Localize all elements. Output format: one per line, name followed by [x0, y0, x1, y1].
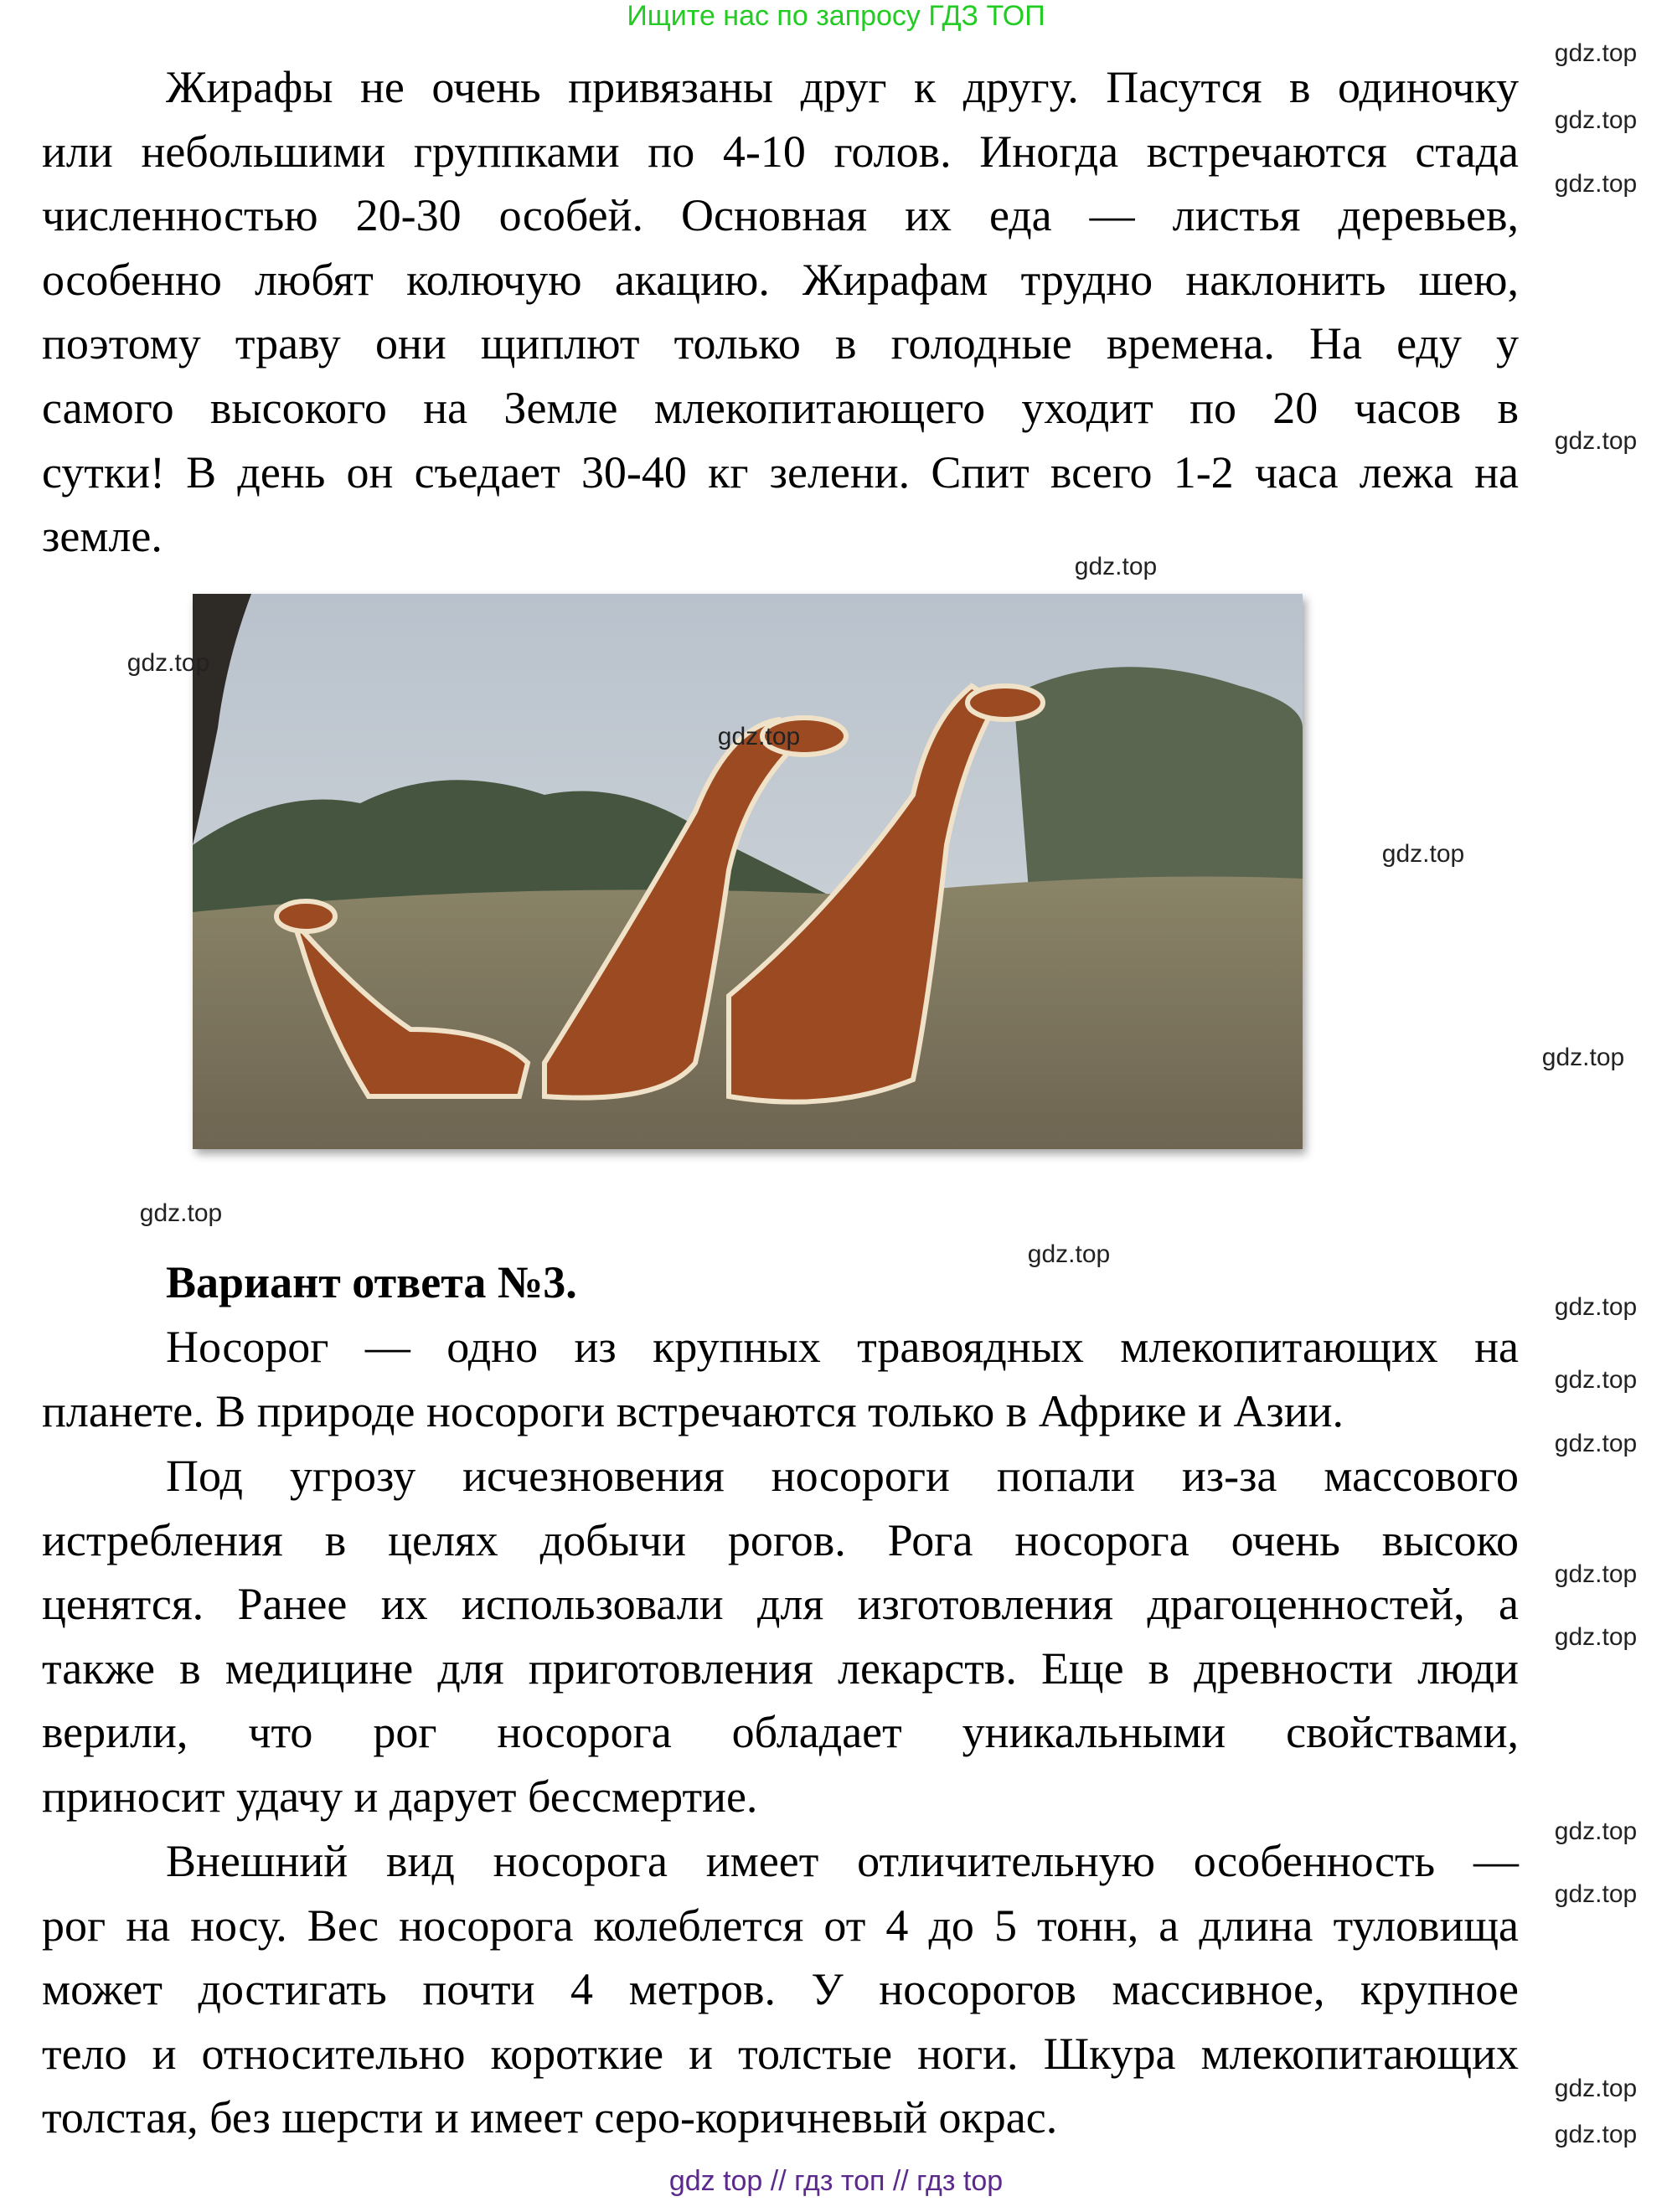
watermark: gdz.top [1554, 106, 1638, 134]
watermark: gdz.top [1554, 2121, 1638, 2148]
watermark: gdz.top [1554, 2075, 1638, 2102]
watermark: gdz.top [1554, 170, 1638, 198]
text-line: Носорог — одно из крупных травоядных млекопитающих на [166, 1322, 1519, 1372]
answer-heading: Вариант ответа №3. [166, 1257, 577, 1307]
giraffes-illustration [193, 594, 1303, 1149]
text-line: рог на носу. Вес носорога колеблется от 4 до 5 тонн, а длина туловища [42, 1900, 1519, 1951]
text-line: Жирафы не очень привязаны друг к другу. Пасутся в одиночку [166, 62, 1519, 112]
watermark: gdz.top [1554, 1623, 1638, 1651]
text-line: истребления в целях добычи рогов. Рога носорога очень высоко [42, 1514, 1519, 1565]
text-line: ценятся. Ранее их использовали для изготовления драгоценностей, а [42, 1579, 1519, 1630]
text-line: планете. В природе носороги встречаются только в Африке и Азии. [42, 1385, 1344, 1436]
watermark: gdz.top [1554, 1366, 1638, 1394]
text-line: верили, что рог носорога обладает уникальными свойствами, [42, 1707, 1519, 1758]
watermark: gdz.top [1554, 427, 1638, 455]
text-line: численностью 20-30 особей. Основная их еда — листья деревьев, [42, 190, 1519, 241]
watermark: gdz.top [1554, 1818, 1638, 1845]
text-line: самого высокого на Земле млекопитающего уходит по 20 часов в [42, 383, 1519, 433]
watermark: gdz.top [1554, 39, 1638, 67]
giraffes-photo [193, 594, 1303, 1149]
text-line: поэтому траву они щиплют только в голодные времена. На еду у [42, 318, 1519, 369]
text-line: тело и относительно короткие и толстые ноги. Шкура млекопитающих [42, 2028, 1519, 2079]
text-line: приносит удачу и дарует бессмертие. [42, 1771, 758, 1822]
text-line: особенно любят колючую акацию. Жирафам трудно наклонить шею, [42, 254, 1519, 305]
watermark: gdz.top [1027, 1240, 1111, 1268]
footer-links[interactable]: gdz top // гдз топ // гдз top [668, 2165, 1004, 2197]
text-line: Под угрозу исчезновения носороги попали из-за массового [166, 1451, 1519, 1501]
watermark: gdz.top [139, 1199, 223, 1227]
text-line: Внешний вид носорога имеет отличительную особенность — [166, 1836, 1519, 1886]
watermark: gdz.top [1541, 1044, 1625, 1071]
watermark: gdz.top [1554, 1880, 1638, 1908]
watermark: gdz.top [126, 649, 210, 677]
text-line: или небольшими группками по 4-10 голов. Иногда встречаются стада [42, 126, 1519, 177]
watermark: gdz.top [1554, 1293, 1638, 1321]
text-line: также в медицине для приготовления лекарств. Еще в древности люди [42, 1642, 1519, 1694]
watermark: gdz.top [1381, 840, 1465, 868]
text-line: сутки! В день он съедает 30-40 кг зелени. Спит всего 1-2 часа лежа на [42, 446, 1519, 498]
top-banner[interactable]: Ищите нас по запросу ГДЗ ТОП [627, 0, 1045, 32]
watermark: gdz.top [1554, 1560, 1638, 1588]
text-line: земле. [42, 511, 163, 562]
text-line: может достигать почти 4 метров. У носорогов массивное, крупное [42, 1964, 1519, 2015]
text-line: толстая, без шерсти и имеет серо-коричневый окрас. [42, 2092, 1058, 2143]
watermark: gdz.top [1554, 1430, 1638, 1457]
watermark: gdz.top [1074, 553, 1158, 580]
watermark: gdz.top [717, 723, 801, 750]
